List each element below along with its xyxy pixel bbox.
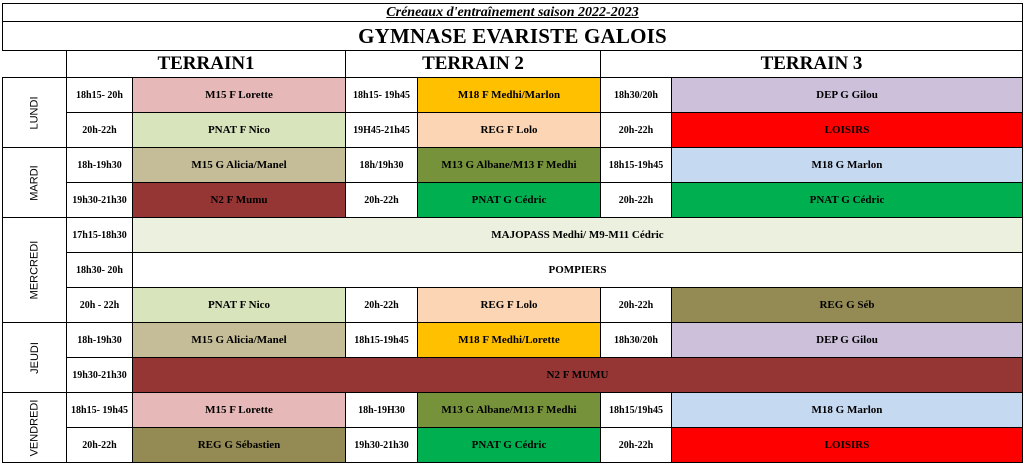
slot-cell: M18 F Medhi/Lorette [418, 323, 601, 358]
time-cell: 18h15/19h45 [601, 393, 672, 428]
slot-cell: M18 F Medhi/Marlon [418, 78, 601, 113]
slot-cell: REG G Sébastien [133, 428, 346, 463]
table-row [3, 183, 1023, 218]
table-row [3, 218, 1023, 253]
time-cell: 20h - 22h [67, 288, 133, 323]
time-cell: 18h15- 19h45 [346, 78, 418, 113]
table-row [3, 288, 1023, 323]
time-cell: 18h-19H30 [346, 393, 418, 428]
day-label-mercredi [3, 218, 67, 323]
time-cell: 18h15-19h45 [346, 323, 418, 358]
slot-cell: REG G Séb [672, 288, 1023, 323]
slot-cell: M13 G Albane/M13 F Medhi [418, 393, 601, 428]
slot-cell: M18 G Marlon [672, 393, 1023, 428]
time-cell: 18h/19h30 [346, 148, 418, 183]
day-label-vendredi [3, 393, 67, 463]
slot-cell: REG F Lolo [418, 113, 601, 148]
time-cell: 20h-22h [601, 428, 672, 463]
time-cell: 18h30/20h [601, 78, 672, 113]
day-label-lundi [3, 78, 67, 148]
slot-cell: PNAT F Nico [133, 288, 346, 323]
time-cell: 20h-22h [346, 288, 418, 323]
time-cell: 20h-22h [67, 113, 133, 148]
schedule-caption: Créneaux d'entraînement saison 2022-2023 [3, 4, 1023, 22]
slot-cell: PNAT F Nico [133, 113, 346, 148]
table-row [3, 323, 1023, 358]
day-text: MARDI [28, 164, 41, 201]
table-row [3, 428, 1023, 463]
slot-cell: PNAT G Cédric [672, 183, 1023, 218]
terrain-1-header: TERRAIN1 [67, 51, 346, 78]
day-label-mardi [3, 148, 67, 218]
time-cell: 20h-22h [601, 113, 672, 148]
slot-cell: LOISIRS [672, 428, 1023, 463]
slot-cell: PNAT G Cédric [418, 428, 601, 463]
time-cell: 17h15-18h30 [67, 218, 133, 253]
table-row [3, 358, 1023, 393]
day-label-jeudi [3, 323, 67, 393]
time-cell: 18h-19h30 [67, 148, 133, 183]
slot-cell: M15 G Alicia/Manel [133, 148, 346, 183]
time-cell: 18h30/20h [601, 323, 672, 358]
time-cell: 19h30-21h30 [67, 358, 133, 393]
time-cell: 18h15- 20h [67, 78, 133, 113]
time-cell: 20h-22h [601, 288, 672, 323]
day-text: MERCREDI [28, 240, 41, 300]
slot-cell: M18 G Marlon [672, 148, 1023, 183]
slot-cell: M15 F Lorette [133, 393, 346, 428]
schedule-table [2, 3, 1023, 463]
gym-title: GYMNASE EVARISTE GALOIS [3, 22, 1023, 51]
time-cell: 20h-22h [346, 183, 418, 218]
slot-cell-wide: MAJOPASS Medhi/ M9-M11 Cédric [133, 218, 1023, 253]
slot-cell-wide: POMPIERS [133, 253, 1023, 288]
slot-cell: N2 F Mumu [133, 183, 346, 218]
slot-cell-wide: N2 F MUMU [133, 358, 1023, 393]
day-text: VENDREDI [28, 399, 41, 456]
time-cell: 20h-22h [601, 183, 672, 218]
slot-cell: PNAT G Cédric [418, 183, 601, 218]
time-cell: 18h15-19h45 [601, 148, 672, 183]
table-row [3, 148, 1023, 183]
schedule-sheet [2, 3, 1022, 466]
day-text: JEUDI [28, 341, 41, 374]
slot-cell: DEP G Gilou [672, 78, 1023, 113]
time-cell: 18h15- 19h45 [67, 393, 133, 428]
table-row [3, 393, 1023, 428]
time-cell: 19H45-21h45 [346, 113, 418, 148]
time-cell: 19h30-21h30 [67, 183, 133, 218]
slot-cell: DEP G Gilou [672, 323, 1023, 358]
slot-cell: M13 G Albane/M13 F Medhi [418, 148, 601, 183]
time-cell: 20h-22h [67, 428, 133, 463]
slot-cell: LOISIRS [672, 113, 1023, 148]
time-cell: 18h-19h30 [67, 323, 133, 358]
table-row [3, 78, 1023, 113]
table-row [3, 113, 1023, 148]
day-text: LUNDI [28, 95, 41, 130]
terrain-2-header: TERRAIN 2 [346, 51, 601, 78]
terrain-3-header: TERRAIN 3 [601, 51, 1023, 78]
table-row [3, 253, 1023, 288]
time-cell: 19h30-21h30 [346, 428, 418, 463]
time-cell: 18h30- 20h [67, 253, 133, 288]
corner-cell [3, 51, 67, 78]
slot-cell: REG F Lolo [418, 288, 601, 323]
slot-cell: M15 F Lorette [133, 78, 346, 113]
slot-cell: M15 G Alicia/Manel [133, 323, 346, 358]
